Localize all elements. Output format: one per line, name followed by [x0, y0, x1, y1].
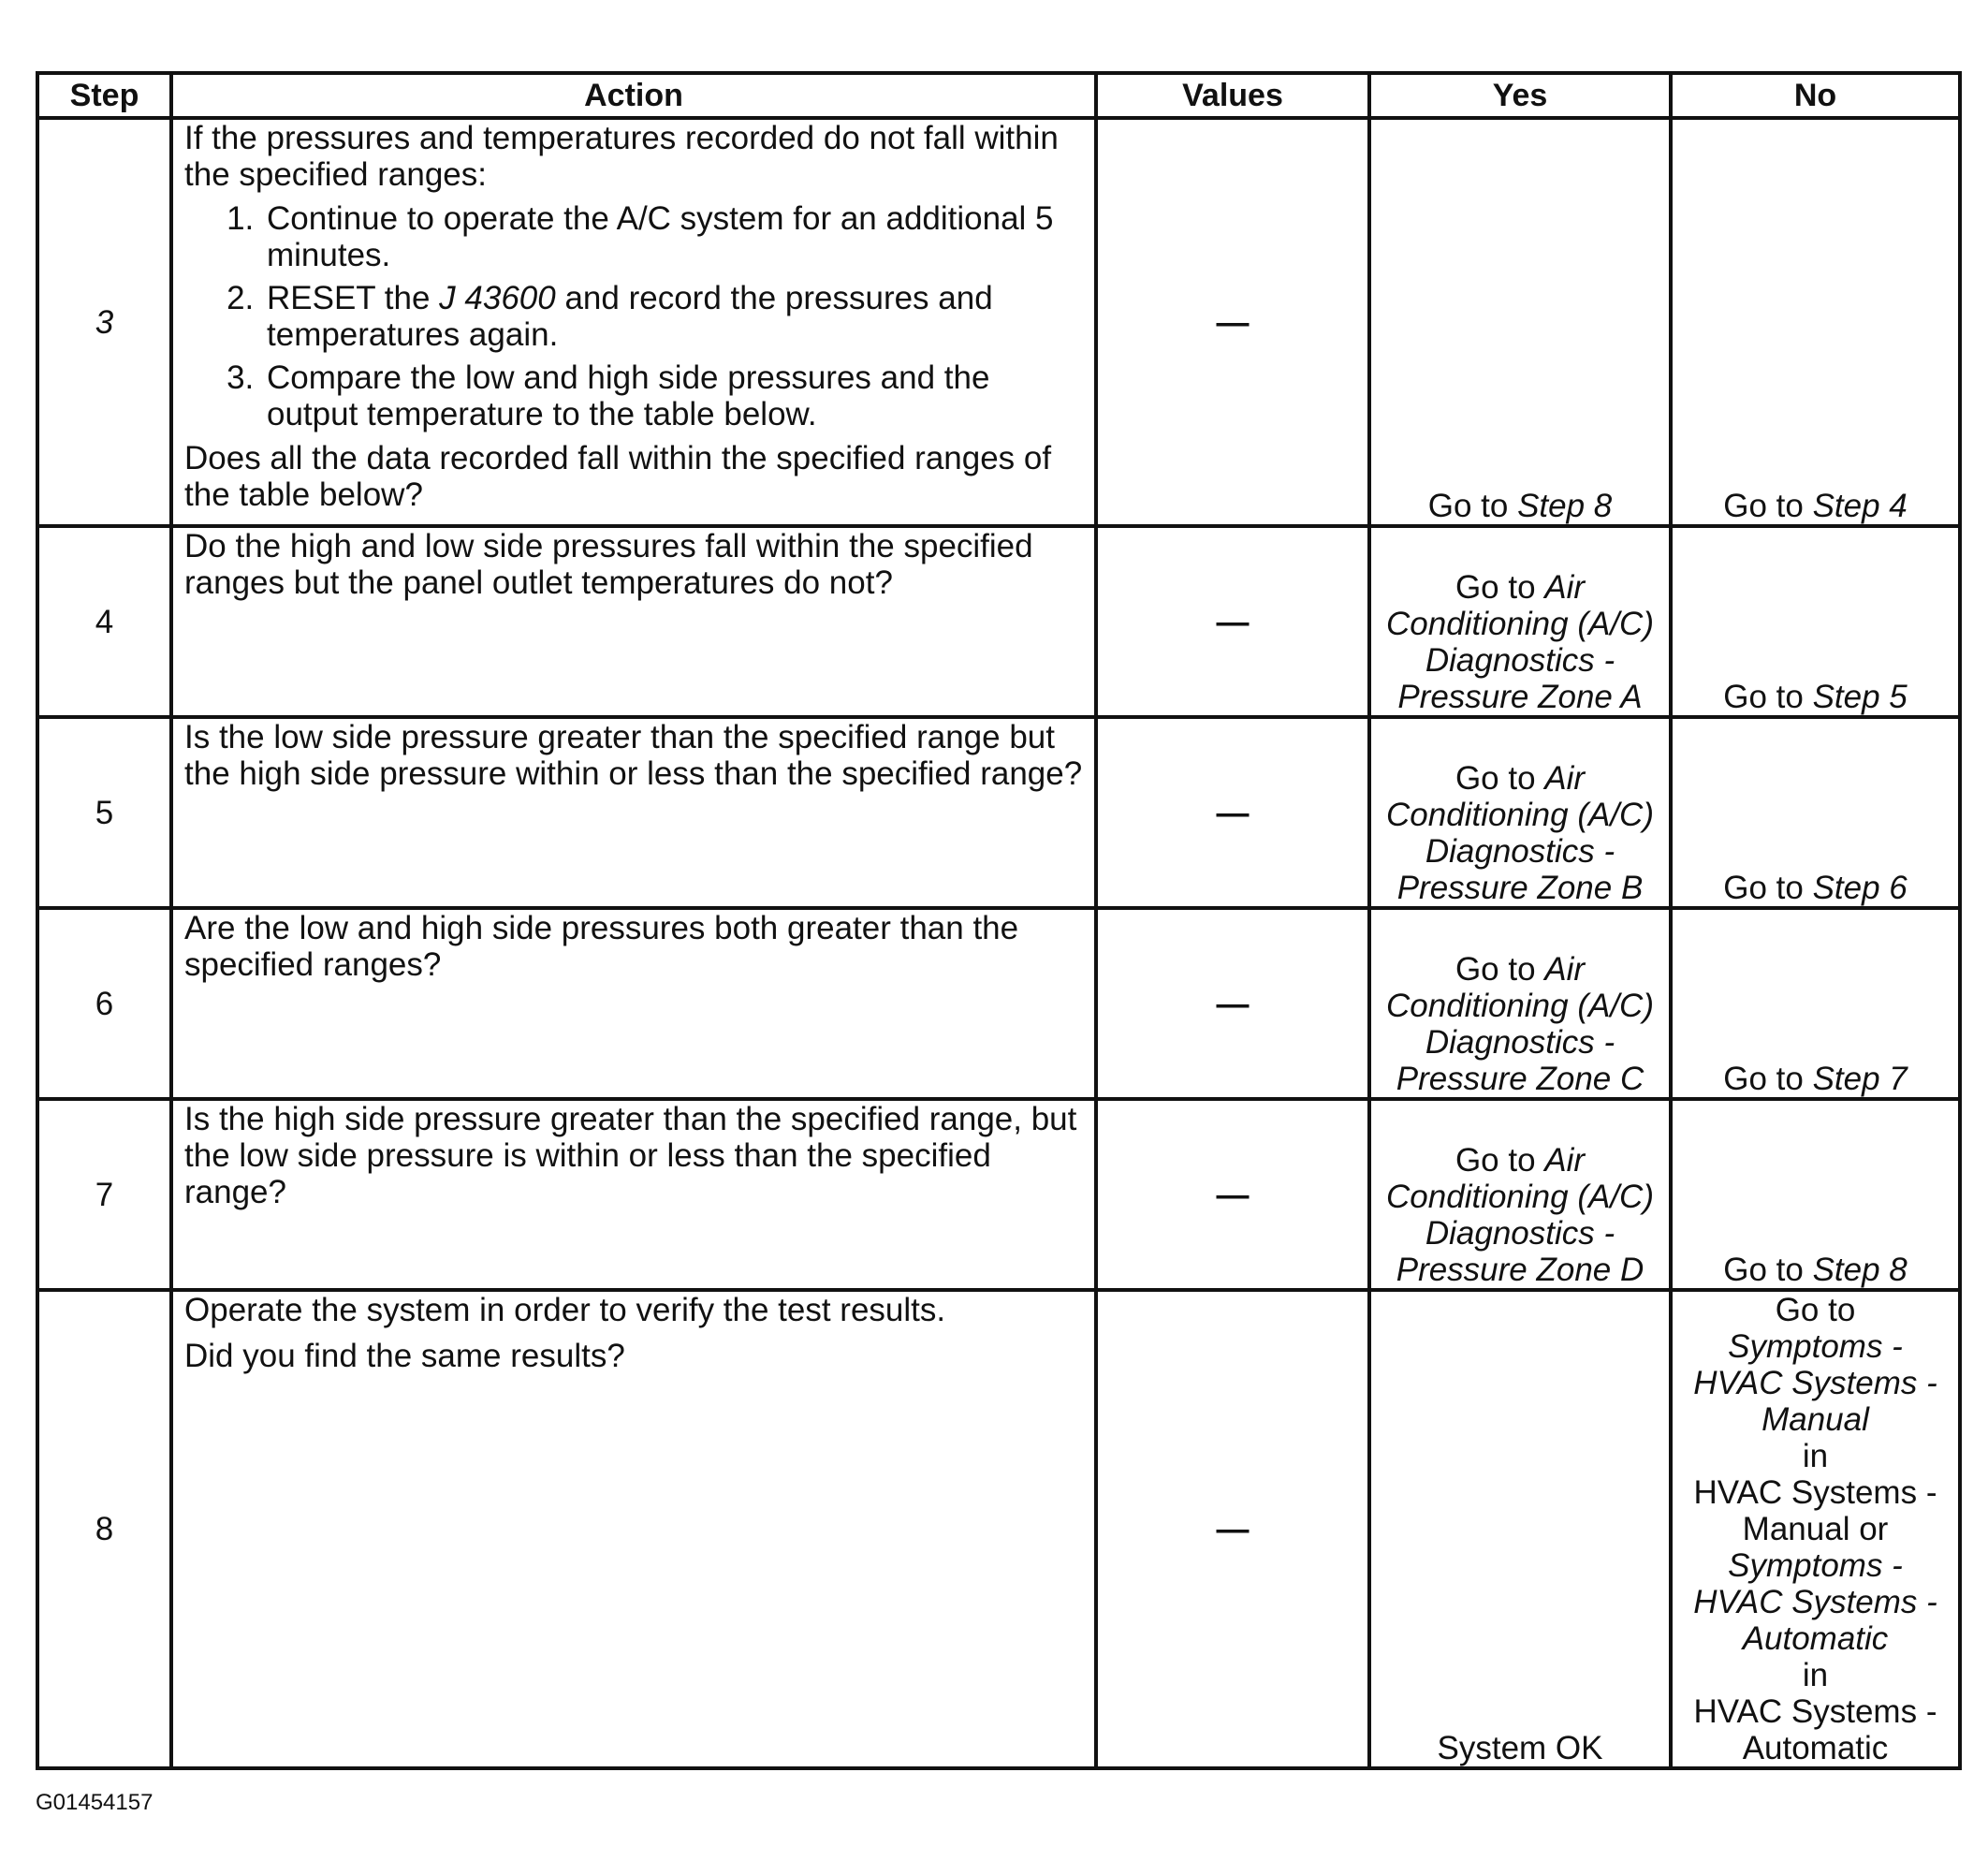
- yes-cell: [1369, 118, 1671, 526]
- substep-text: RESET the: [267, 280, 440, 316]
- figure-id: G01454157: [36, 1790, 153, 1815]
- table-row: [37, 908, 1960, 1099]
- tool-reference: J 43600: [439, 280, 556, 316]
- header-row: [37, 73, 1960, 118]
- no-section-text: HVAC Systems - Manual or: [1693, 1474, 1937, 1547]
- action-intro: If the pressures and temperatures recorded do not fall within the specified ranges:: [184, 120, 1059, 193]
- values-cell: —: [1096, 717, 1369, 908]
- yes-prefix: Go to: [1454, 760, 1545, 797]
- action-question: Did you find the same results?: [184, 1338, 625, 1374]
- substep: 3. Compare the low and high side pressures and the output temperature to the table below.: [263, 359, 1083, 432]
- yes-link[interactable]: Air Conditioning (A/C) Diagnostics - Pressure Zone D: [1386, 1142, 1654, 1288]
- step-number: 5: [37, 717, 171, 908]
- values-cell: —: [1096, 526, 1369, 717]
- action-text: Do the high and low side pressures fall within the specified ranges but the panel outlet temperatures do not?: [184, 528, 1033, 601]
- header-values: Values: [1096, 73, 1369, 118]
- table-row: [37, 1099, 1960, 1290]
- step-number: 3: [37, 118, 171, 526]
- no-cell: [1671, 1099, 1960, 1290]
- action-cell: [171, 526, 1096, 717]
- step-number: 8: [37, 1290, 171, 1768]
- yes-prefix: Go to: [1427, 488, 1518, 524]
- substep-text: and record the pressures and temperatures again.: [267, 280, 993, 353]
- action-question: Does all the data recorded fall within the specified ranges of the table below?: [184, 440, 1052, 513]
- yes-link[interactable]: Air Conditioning (A/C) Diagnostics - Pressure Zone C: [1386, 951, 1654, 1097]
- step-number: 6: [37, 908, 171, 1099]
- action-text: Operate the system in order to verify the test results.: [184, 1292, 946, 1328]
- action-text: Is the low side pressure greater than the specified range but the high side pressure within or less than the specified range?: [184, 719, 1083, 792]
- yes-link[interactable]: Step 8: [1517, 488, 1613, 524]
- action-text: Are the low and high side pressures both greater than the specified ranges?: [184, 910, 1019, 983]
- yes-prefix: Go to: [1454, 1142, 1545, 1179]
- yes-cell: [1369, 908, 1671, 1099]
- step-number: 4: [37, 526, 171, 717]
- diagnostic-table: [36, 71, 1962, 1770]
- yes-link[interactable]: Air Conditioning (A/C) Diagnostics - Pressure Zone B: [1386, 760, 1654, 906]
- no-link[interactable]: Step 5: [1812, 679, 1908, 715]
- action-cell: [171, 1290, 1096, 1768]
- no-section-text: HVAC Systems - Automatic: [1693, 1693, 1937, 1766]
- no-prefix: Go to: [1723, 1061, 1813, 1097]
- no-link[interactable]: Step 7: [1812, 1061, 1908, 1097]
- yes-cell: [1369, 717, 1671, 908]
- header-action: Action: [171, 73, 1096, 118]
- yes-prefix: Go to: [1454, 951, 1545, 988]
- no-cell: [1671, 1290, 1960, 1768]
- action-cell: [171, 908, 1096, 1099]
- values-cell: —: [1096, 1290, 1369, 1768]
- no-link[interactable]: Step 8: [1812, 1252, 1908, 1288]
- action-text: Is the high side pressure greater than the specified range, but the low side pressure is within or less than the specified range?: [184, 1101, 1077, 1210]
- substep: [263, 280, 1083, 353]
- no-in-text: in: [1802, 1657, 1829, 1693]
- no-prefix: Go to: [1723, 870, 1813, 906]
- no-link[interactable]: Symptoms - HVAC Systems - Manual: [1693, 1328, 1937, 1438]
- no-prefix: Go to: [1723, 488, 1813, 524]
- table-row: [37, 1290, 1960, 1768]
- table-row: [37, 118, 1960, 526]
- no-cell: [1671, 118, 1960, 526]
- no-in-text: in: [1802, 1438, 1829, 1474]
- header-no: No: [1671, 73, 1960, 118]
- values-cell: —: [1096, 1099, 1369, 1290]
- yes-cell: System OK: [1369, 1290, 1671, 1768]
- no-prefix: Go to: [1775, 1292, 1856, 1328]
- no-link[interactable]: Symptoms - HVAC Systems - Automatic: [1693, 1547, 1937, 1657]
- no-cell: [1671, 908, 1960, 1099]
- yes-link[interactable]: Air Conditioning (A/C) Diagnostics - Pressure Zone A: [1386, 569, 1654, 715]
- no-cell: [1671, 717, 1960, 908]
- no-prefix: Go to: [1723, 1252, 1813, 1288]
- substep-list: [184, 200, 1083, 432]
- values-cell: —: [1096, 908, 1369, 1099]
- table-row: [37, 526, 1960, 717]
- action-cell: [171, 1099, 1096, 1290]
- yes-prefix: Go to: [1454, 569, 1545, 606]
- header-step: Step: [37, 73, 171, 118]
- step-number: 7: [37, 1099, 171, 1290]
- no-link[interactable]: Step 4: [1812, 488, 1908, 524]
- header-yes: Yes: [1369, 73, 1671, 118]
- table-row: [37, 717, 1960, 908]
- substep: 1. Continue to operate the A/C system for an additional 5 minutes.: [263, 200, 1083, 273]
- no-prefix: Go to: [1723, 679, 1813, 715]
- yes-cell: [1369, 1099, 1671, 1290]
- yes-cell: [1369, 526, 1671, 717]
- no-link[interactable]: Step 6: [1812, 870, 1908, 906]
- action-cell: [171, 717, 1096, 908]
- no-cell: [1671, 526, 1960, 717]
- values-cell: —: [1096, 118, 1369, 526]
- action-cell: [171, 118, 1096, 526]
